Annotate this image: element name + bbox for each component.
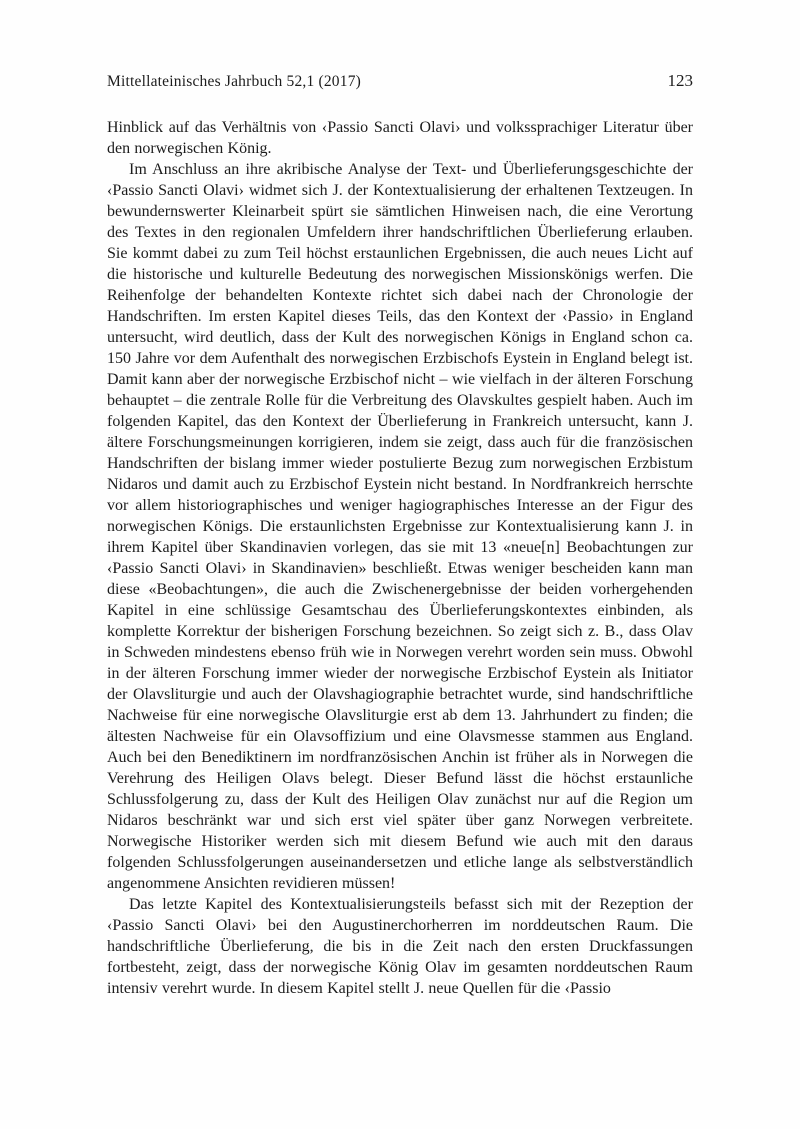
paragraph: Das letzte Kapitel des Kontextualisierungsteils befasst sich mit der Rezeption der ‹Passio Sancti Olavi› bei den Augustinerchorherren im norddeutschen Raum. Die handschriftliche Überlieferung, die bis in die Zeit nach den ersten Druckfassungen fortbesteht, zeigt, dass der norwegische König Olav im gesamten norddeutschen Raum intensiv verehrt wurde. In diesem Kapitel stellt J. neue Quellen für die ‹Passio	[107, 896, 693, 997]
paragraph: Im Anschluss an ihre akribische Analyse der Text- und Überlieferungsgeschichte der ‹Passio Sancti Olavi› widmet sich J. der Kontextualisierung der erhaltenen Textzeugen. In bewundernswerter Kleinarbeit spürt sie sämtlichen Hinweisen nach, die eine Verortung des Textes in den regionalen Umfeldern ihrer handschriftlichen Überlieferung erlauben. Sie kommt dabei zu zum Teil höchst erstaunlichen Ergebnissen, die auch neues Licht auf die historische und kulturelle Bedeutung des norwegischen Missionskönigs werfen. Die Reihenfolge der behandelten Kontexte richtet sich dabei nach der Chronologie der Handschriften. Im ersten Kapitel dieses Teils, das den Kontext der ‹Passio› in England untersucht, wird deutlich, dass der Kult des norwegischen Königs in England schon ca. 150 Jahre vor dem Aufenthalt des norwegischen Erzbischofs Eystein in England belegt ist. Damit kann aber der norwegische Erzbischof nicht – wie vielfach in der älteren Forschung behauptet – die zentrale Rolle für die Verbreitung des Olavskultes gespielt haben. Auch im folgenden Kapitel, das den Kontext der Überlieferung in Frankreich untersucht, kann J. ältere Forschungsmeinungen korrigieren, indem sie zeigt, dass auch für die französischen Handschriften der bislang immer wieder postulierte Bezug zum norwegischen Erzbistum Nidaros und damit auch zu Erzbischof Eystein nicht bestand. In Nordfrankreich herrschte vor allem historiographisches und weniger hagiographisches Interesse an der Figur des norwegischen Königs. Die erstaunlichsten Ergebnisse zur Kontextualisierung kann J. in ihrem Kapitel über Skandinavien vorlegen, das sie mit 13 «neue[n] Beobachtungen zur ‹Passio Sancti Olavi› in Skandinavien» beschließt. Etwas weniger bescheiden kann man diese «Beobachtungen», die auch die Zwischenergebnisse der beiden vorhergehenden Kapitel in eine schlüssige Gesamtschau des Überlieferungskontextes einbinden, als komplette Korrektur der bisherigen Forschung bezeichnen. So zeigt sich z. B., dass Olav in Schweden mindestens ebenso früh wie in Norwegen verehrt worden sein muss. Obwohl in der älteren Forschung immer wieder der norwegische Erzbischof Eystein als Initiator der Olavsliturgie und auch der Olavshagiographie betrachtet wurde, sind handschriftliche Nachweise für eine norwegische Olavsliturgie erst ab dem 13. Jahrhundert zu finden; die ältesten Nachweise für ein Olavsoffizium und eine Olavsmesse stammen aus England. Auch bei den Benediktinern im nordfranzösischen Anchin ist früher als in Norwegen die Verehrung des Heiligen Olavs belegt. Dieser Befund lässt die höchst erstaunliche Schlussfolgerung zu, dass der Kult des Heiligen Olav zunächst nur auf die Region um Nidaros beschränkt war und sich erst viel später über ganz Norwegen verbreitete. Norwegische Historiker werden sich mit diesem Befund wie auch mit den daraus folgenden Schlussfolgerungen auseinandersetzen und etliche lange als selbstverständlich angenommene Ansichten revidieren müssen!	[107, 161, 693, 892]
page-header	[107, 71, 693, 91]
paragraph-continuation: Hinblick auf das Verhältnis von ‹Passio Sancti Olavi› und volkssprachiger Literatur über den norwegischen König.	[107, 119, 693, 157]
page-number: 123	[667, 71, 693, 90]
page-body	[107, 117, 693, 999]
journal-title: Mittellateinisches Jahrbuch 52,1 (2017)	[107, 73, 362, 90]
